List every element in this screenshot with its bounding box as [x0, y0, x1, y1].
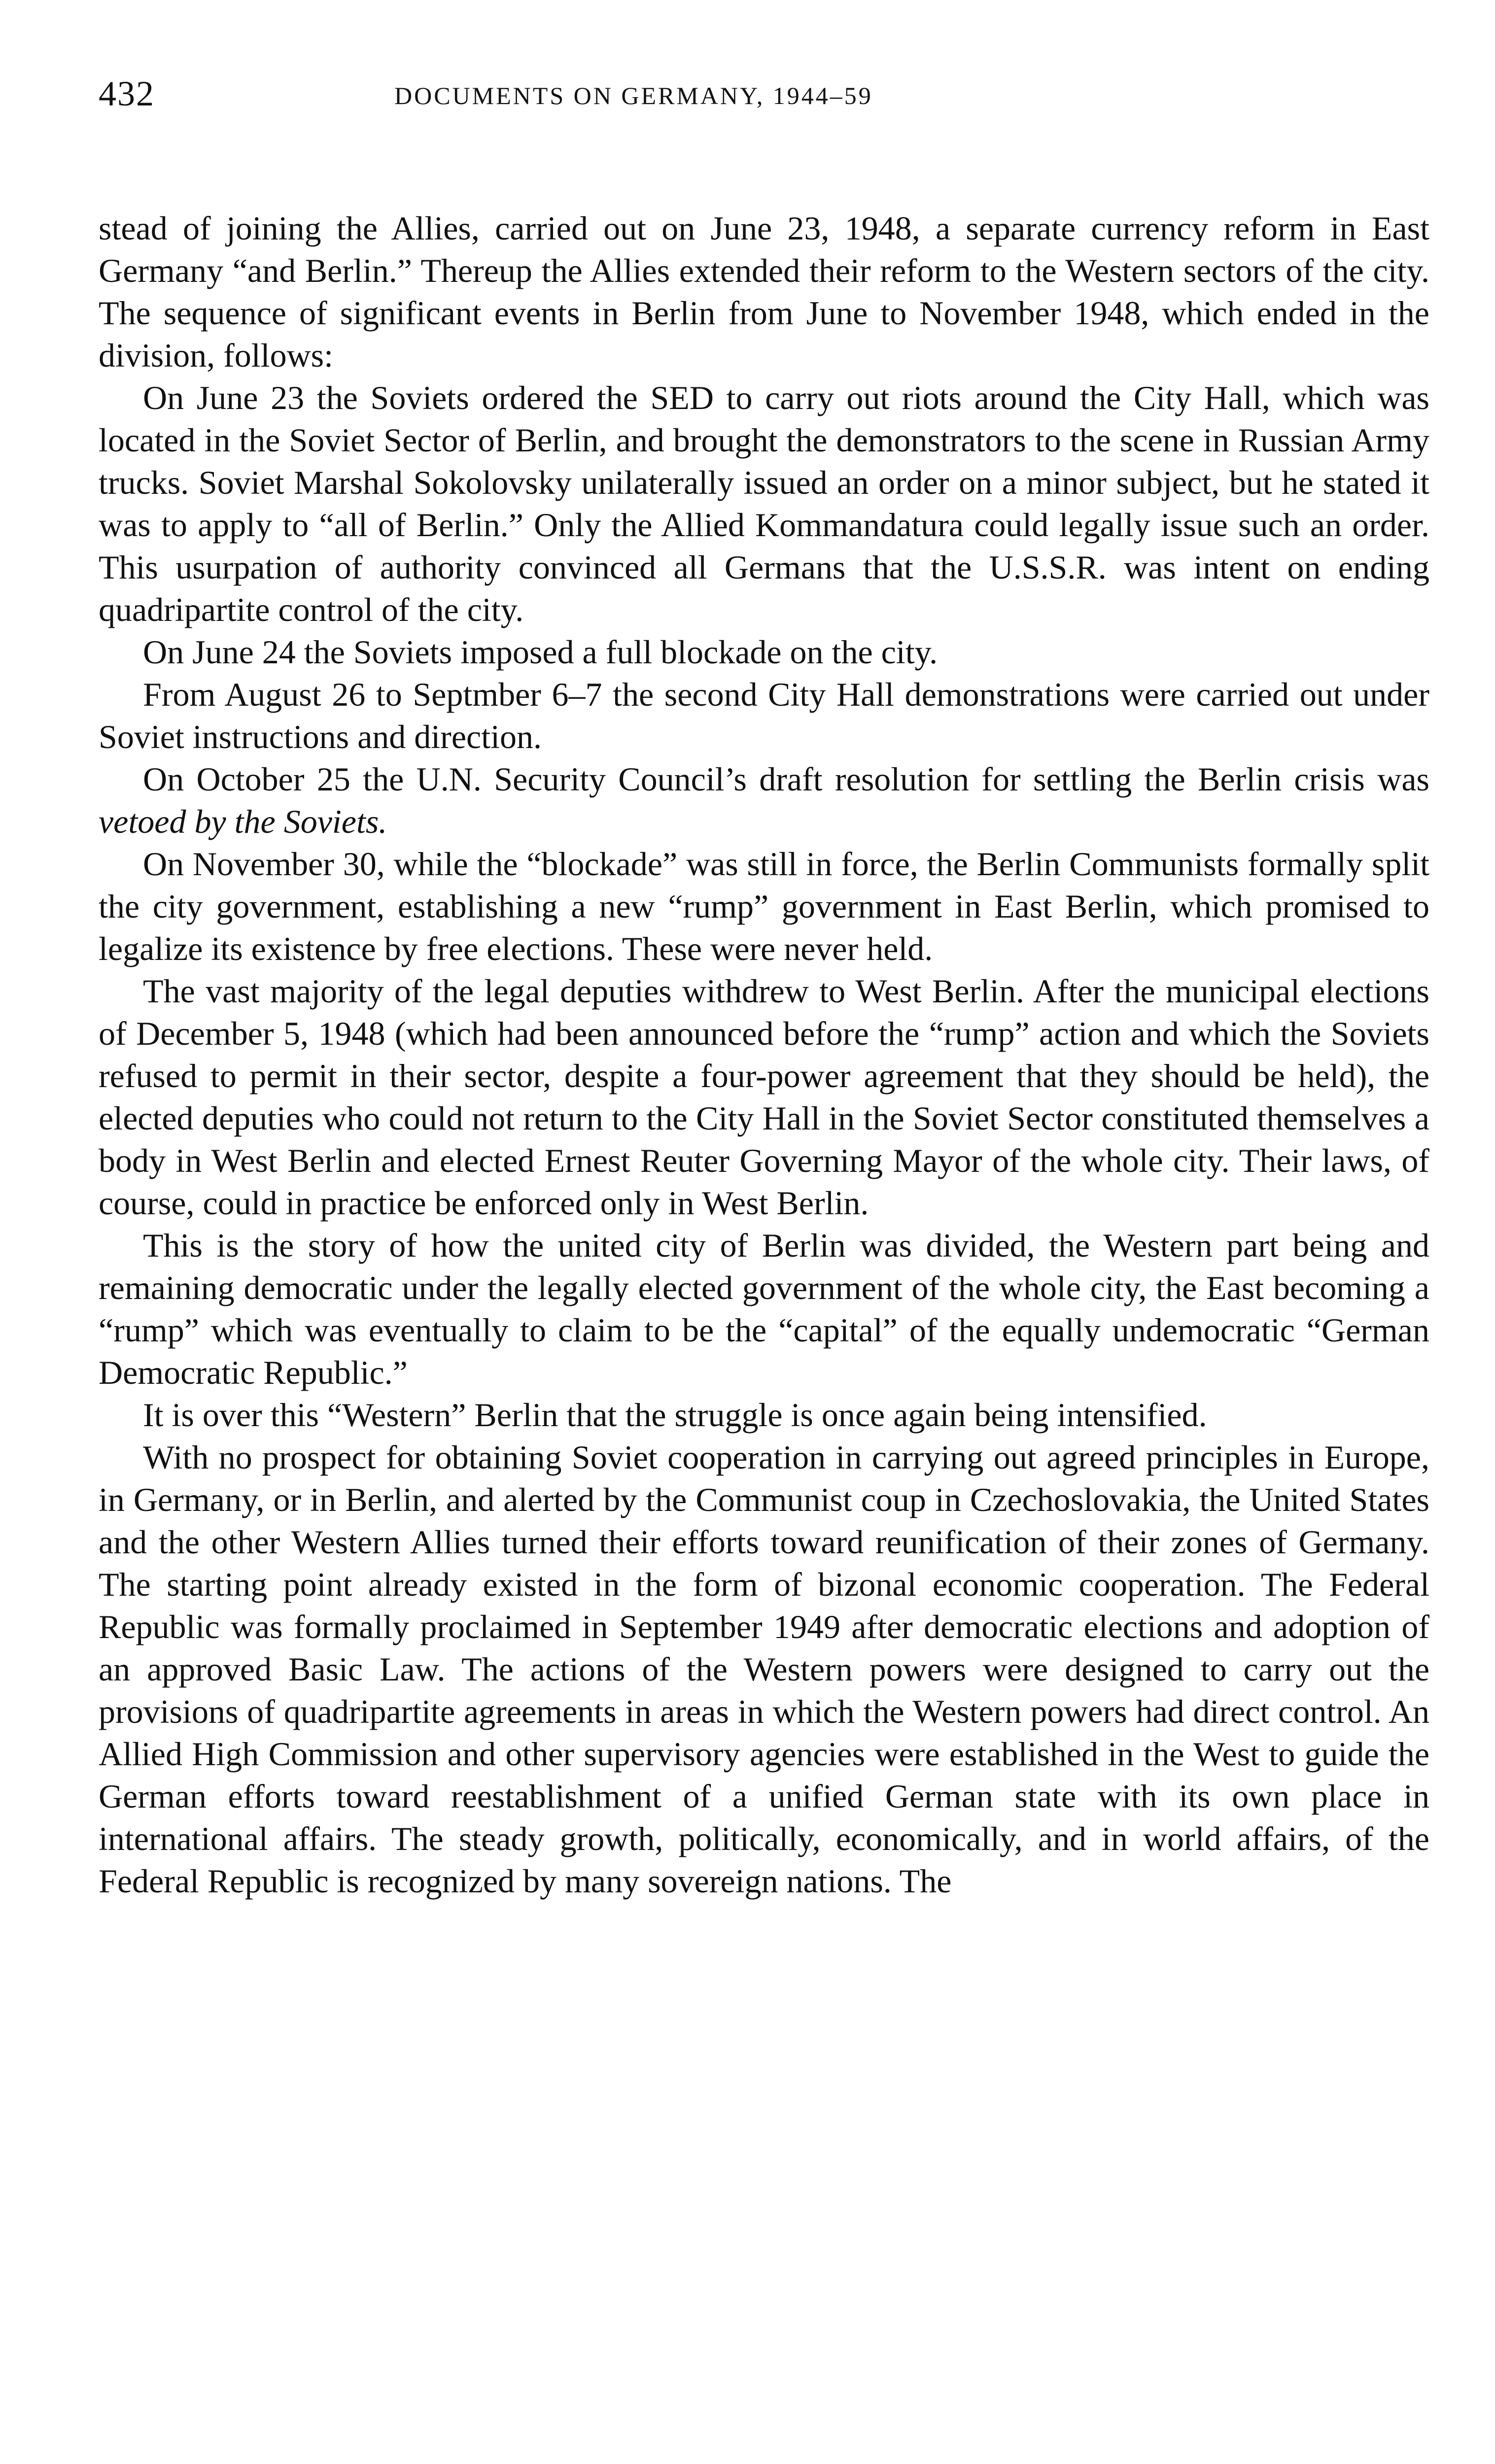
- paragraph-federal-republic: With no prospect for obtaining Soviet cooperation in carrying out agreed principles in Europe, in Germany, or in Berlin, and alerted by the Communist coup in Czechoslovakia, the United States and the other Western Allies turned their efforts toward reunification of their zones of Germany. The starting point already existed in the form of bizonal economic cooperation. The Federal Republic was formally proclaimed in September 1949 after democratic elections and adoption of an approved Basic Law. The actions of the Western powers were designed to carry out the provisions of quadripartite agreements in areas in which the Western powers had direct control. An Allied High Commission and other supervisory agencies were established in the West to guide the German efforts toward reestablishment of a unified German state with its own place in international affairs. The steady growth, politically, economically, and in world affairs, of the Federal Republic is recognized by many sovereign nations. The: [99, 1438, 1429, 1900]
- paragraph-october-25-text: On October 25 the U.N. Security Council’s draft resolution for settling the Berlin crisis was: [143, 760, 1429, 798]
- paragraph-november-30: On November 30, while the “blockade” was still in force, the Berlin Communists formally split the city government, establishing a new “rump” government in East Berlin, which promised to legalize its existence by free elections. These were never held.: [99, 845, 1429, 967]
- running-head: [99, 69, 1429, 138]
- page-number: 432: [99, 74, 155, 113]
- paragraph-continuation: stead of joining the Allies, carried out on June 23, 1948, a separate currency reform in East Germany “and Berlin.” Thereup the Allies extended their reform to the Western sectors of the city. The sequence of significant events in Berlin from June to November 1948, which ended in the division, follows:: [99, 209, 1429, 374]
- paragraph-western-berlin: It is over this “Western” Berlin that the struggle is once again being intensified.: [143, 1396, 1207, 1434]
- running-title: DOCUMENTS ON GERMANY, 1944–59: [394, 82, 873, 109]
- document-page: [99, 69, 1429, 2425]
- paragraph-legal-deputies: The vast majority of the legal deputies withdrew to West Berlin. After the municipal elections of December 5, 1948 (which had been announced before the “rump” action and which the Soviets refused to permit in their sector, despite a four-power agreement that they should be held), the elected deputies who could not return to the City Hall in the Soviet Sector constituted themselves a body in West Berlin and elected Ernest Reuter Governing Mayor of the whole city. Their laws, of course, could in practice be enforced only in West Berlin.: [99, 972, 1429, 1222]
- paragraph-october-25: [99, 758, 1429, 843]
- paragraph-june-24: On June 24 the Soviets imposed a full blockade on the city.: [143, 633, 938, 671]
- paragraph-june-23: On June 23 the Soviets ordered the SED to carry out riots around the City Hall, which was located in the Soviet Sector of Berlin, and brought the demonstrators to the scene in Russian Army trucks. Soviet Marshal Sokolovsky unilaterally issued an order on a minor subject, but he stated it was to apply to “all of Berlin.” Only the Allied Kommandatura could legally issue such an order. This usurpation of authority convinced all Germans that the U.S.S.R. was intent on ending quadripartite control of the city.: [99, 379, 1429, 628]
- body-text: [99, 207, 1429, 1902]
- paragraph-august-26: From August 26 to Septmber 6–7 the second City Hall demonstrations were carried out under Soviet instructions and direction.: [99, 676, 1429, 755]
- paragraph-october-25-italic: vetoed by the Soviets.: [99, 803, 387, 840]
- paragraph-story-of-division: This is the story of how the united city of Berlin was divided, the Western part being and remaining democratic under the legally elected government of the whole city, the East becoming a “rump” which was eventually to claim to be the “capital” of the equally undemocratic “German Democratic Republic.”: [99, 1227, 1429, 1391]
